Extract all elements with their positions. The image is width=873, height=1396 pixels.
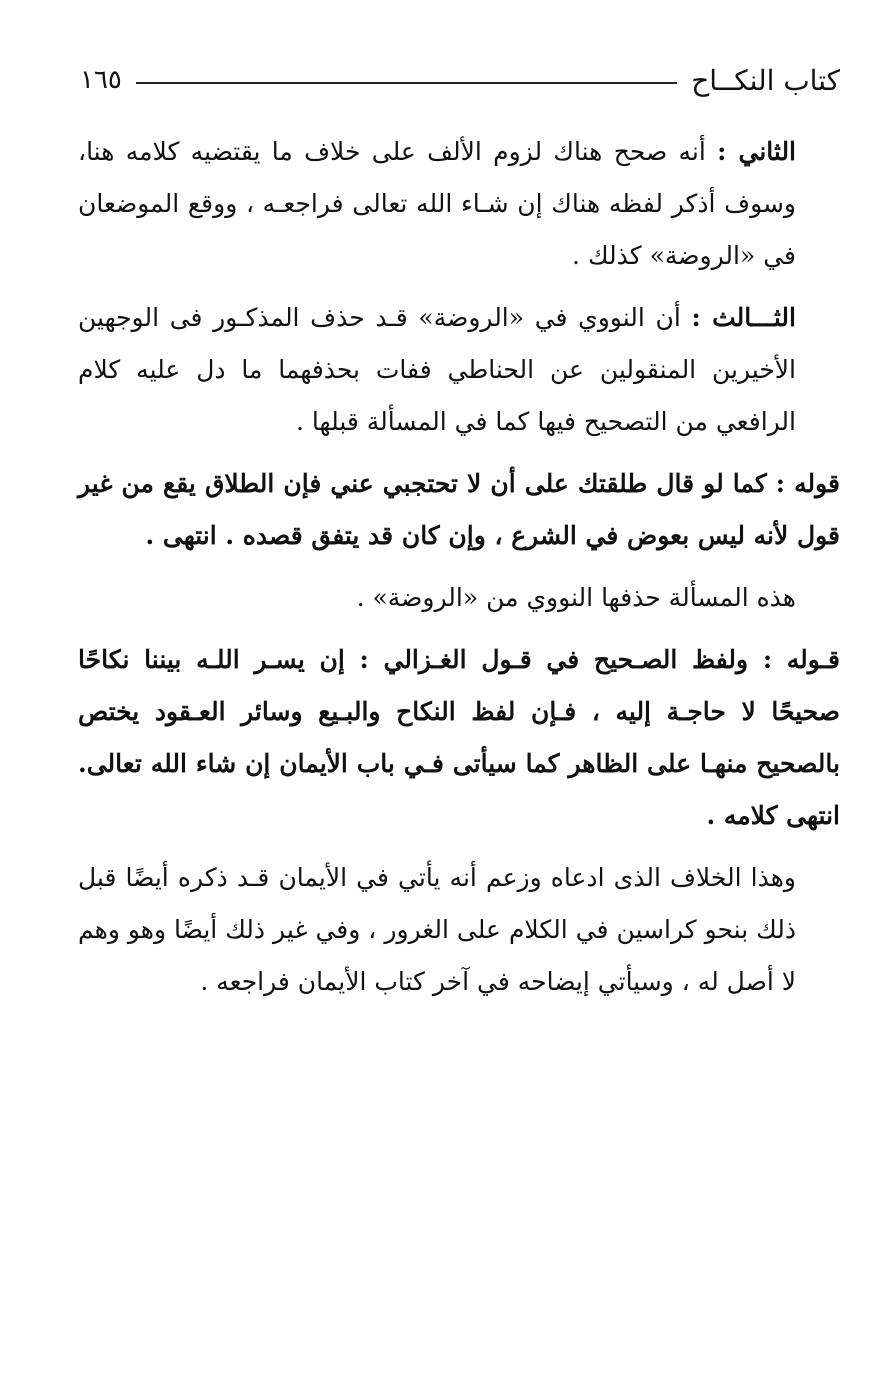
page-header: [80, 58, 840, 102]
paragraph-third: [78, 292, 840, 448]
running-title: كتاب النكــاح: [691, 63, 840, 97]
page-body: [78, 126, 840, 1018]
paragraph-second: [78, 126, 840, 282]
quoted-statement: [78, 634, 840, 842]
header-rule: [136, 82, 677, 84]
commentary-note: [78, 572, 840, 624]
paragraph-lead: الثاني :: [717, 137, 797, 166]
paragraph-lead: الثـــالث :: [691, 303, 796, 332]
quoted-statement: [78, 458, 840, 562]
paragraph-text: قـوله : ولفظ الصـحيح في قـول الغـزالي : إن يسـر اللـه بيننا نكاحًا صحيحًا لا حاجـة إليه ، فـإن لفظ النكاح والبـيع وسائر العـقود يختص بالصحيح منهـا على الظاهر كما سيأتى فـي باب الأيمان إن شاء الله تعالى. انتهى كلامه .: [78, 645, 840, 830]
paragraph-text: قوله : كما لو قال طلقتك على أن لا تحتجبي عني فإن الطلاق يقع من غير قول لأنه ليس بعوض في الشرع ، وإن كان قد يتفق قصده . انتهى .: [78, 469, 840, 550]
paragraph-text: هذه المسألة حذفها النووي من «الروضة» .: [356, 583, 796, 612]
page-number: ١٦٥: [80, 65, 122, 95]
paragraph-text: أن النووي في «الروضة» قـد حذف المذكـور فى الوجهين الأخيرين المنقولين عن الحناطي ففات بحذفهما ما دل عليه كلام الرافعي من التصحيح فيها كما في المسألة قبلها .: [78, 303, 796, 436]
paragraph-text: أنه صحح هناك لزوم الألف على خلاف ما يقتضيه كلامه هنا، وسوف أذكر لفظه هناك إن شـاء الله تعالى فراجعـه ، ووقع الموضعان في «الروضة» كذلك .: [78, 137, 796, 270]
commentary-paragraph: [78, 852, 840, 1008]
paragraph-text: وهذا الخلاف الذى ادعاه وزعم أنه يأتي في الأيمان قـد ذكره أيضًا قبل ذلك بنحو كراسين في الكلام على الغرور ، وفي غير ذلك أيضًا وهو وهم لا أصل له ، وسيأتي إيضاحه في آخر كتاب الأيمان فراجعه .: [78, 863, 796, 996]
